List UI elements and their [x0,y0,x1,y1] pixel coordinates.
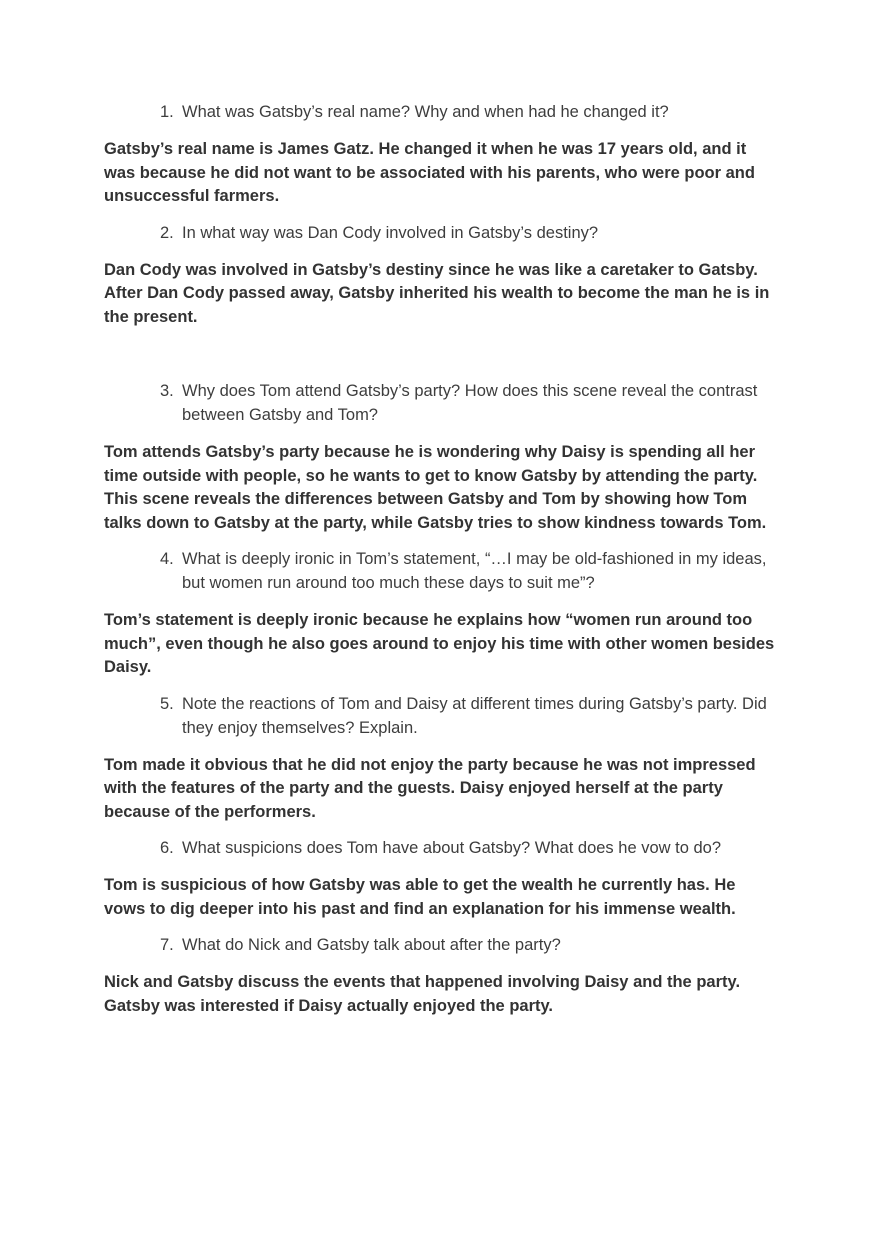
question-number: 3. [160,382,174,400]
question-6 [104,836,776,860]
question-text: What was Gatsby’s real name? Why and when had he changed it? [182,103,669,121]
question-1 [104,100,776,124]
question-7 [104,933,776,957]
question-5 [104,692,776,740]
question-number: 2. [160,223,174,242]
answer-3: Tom attends Gatsby’s party because he is wondering why Daisy is spending all her time outside with people, so he wants to get to know Gatsby by attending the party. This scene reveals the differences between Gatsby and Tom by showing how Tom talks down to Gatsby at the party, while Gatsby tries to show kindness towards Tom. [104,443,767,532]
question-2 [104,221,776,245]
qa-item-2 [104,221,776,330]
answer-4: Tom’s statement is deeply ironic because he explains how “women run around too much”, even though he also goes around to enjoy his time with other women besides Daisy. [104,611,775,676]
question-3 [104,379,776,427]
qa-item-7 [104,933,776,1018]
question-text: What suspicions does Tom have about Gatsby? What does he vow to do? [182,839,722,857]
question-4 [104,547,776,595]
qa-item-4 [104,547,776,680]
question-text: Note the reactions of Tom and Daisy at different times during Gatsby’s party. Did they enjoy themselves? Explain. [182,694,767,737]
question-number: 4. [160,550,174,568]
qa-item-1 [104,100,776,209]
question-number: 7. [160,936,174,954]
qa-item-5 [104,692,776,825]
answer-5: Tom made it obvious that he did not enjoy the party because he was not impressed with the features of the party and the guests. Daisy enjoyed herself at the party because of the performers. [104,755,756,821]
question-text: What do Nick and Gatsby talk about after the party? [182,936,561,954]
qa-item-3 [104,379,776,535]
question-number: 5. [160,694,174,713]
answer-6: Tom is suspicious of how Gatsby was able to get the wealth he currently has. He vows to dig deeper into his past and find an explanation for his immense wealth. [104,876,736,918]
question-number: 6. [160,839,174,857]
answer-7: Nick and Gatsby discuss the events that happened involving Daisy and the party. Gatsby was interested if Daisy actually enjoyed the party. [104,973,741,1015]
qa-item-6 [104,836,776,921]
answer-1: Gatsby’s real name is James Gatz. He changed it when he was 17 years old, and it was because he did not want to be associated with his parents, who were poor and unsuccessful farmers. [104,140,755,205]
spacer [104,341,776,379]
question-number: 1. [160,103,174,121]
answer-2: Dan Cody was involved in Gatsby’s destiny since he was like a caretaker to Gatsby. After Dan Cody passed away, Gatsby inherited his wealth to become the man he is in the present. [104,260,770,326]
question-text: What is deeply ironic in Tom’s statement, “…I may be old-fashioned in my ideas, but women run around too much these days to suit me”? [182,550,767,592]
question-text: In what way was Dan Cody involved in Gatsby’s destiny? [182,223,599,242]
question-text: Why does Tom attend Gatsby’s party? How does this scene reveal the contrast between Gatsby and Tom? [182,382,758,424]
